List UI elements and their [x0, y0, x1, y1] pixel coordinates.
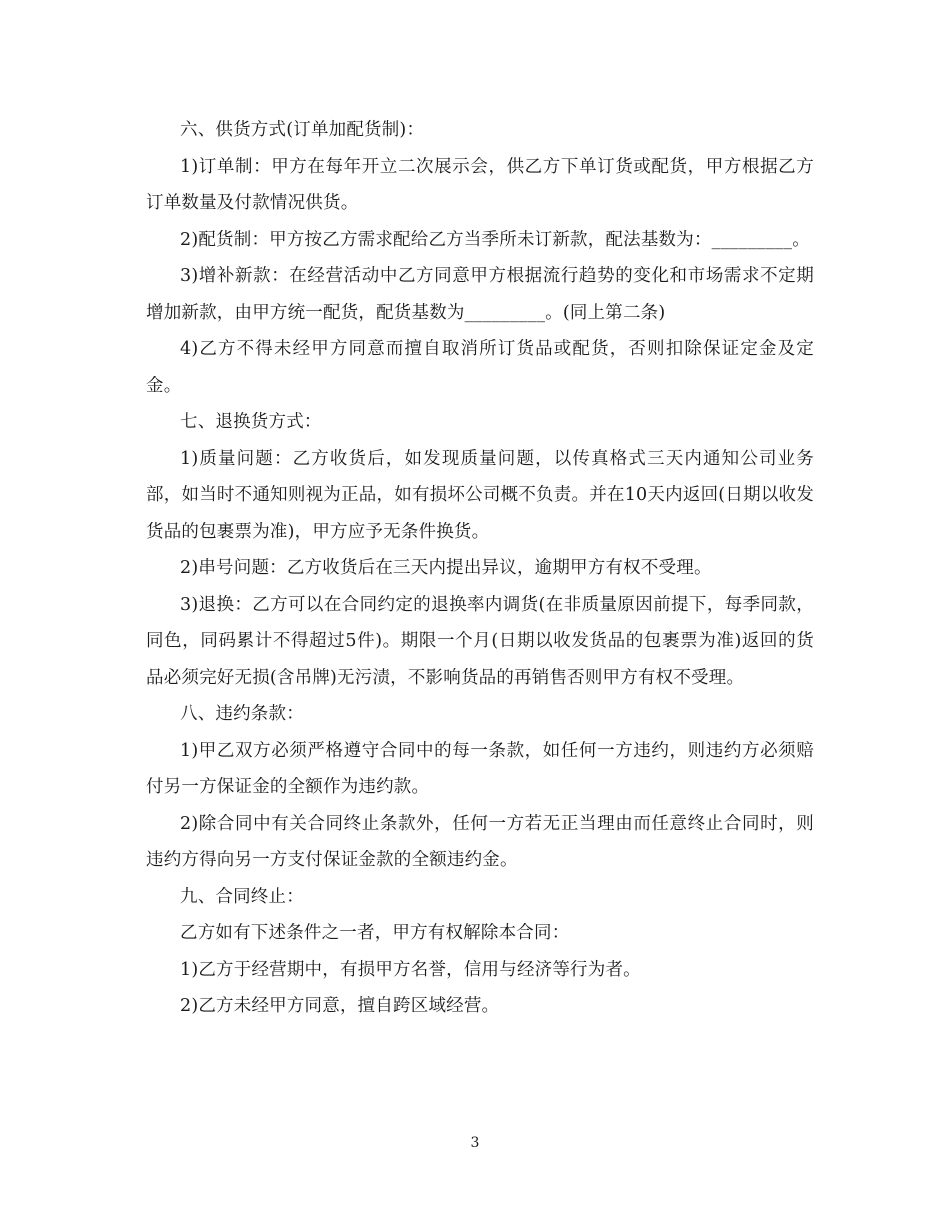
- paragraph-exchange: 3)退换：乙方可以在合同约定的退换率内调货(在非质量原因前提下，每季同款，同色，同码累计不得超过5件)。期限一个月(日期以收发货品的包裹票为准)返回的货品必须完好无损(含吊牌)无污渍，不影响货品的再销售否则甲方有权不受理。: [146, 594, 814, 688]
- section-heading-supply-method: 六、供货方式(订单加配货制)：: [180, 120, 425, 140]
- document-body: [146, 112, 814, 1025]
- paragraph-new-styles: 3)增补新款：在经营活动中乙方同意甲方根据流行趋势的变化和市场需求不定期增加新款，由甲方统一配货，配货基数为_________。(同上第二条): [146, 266, 814, 323]
- section-heading-breach: 八、违约条款：: [180, 704, 304, 724]
- paragraph-termination-cross-region: 2)乙方未经甲方同意，擅自跨区域经营。: [180, 996, 500, 1016]
- paragraph-allocation-system: 2)配货制：甲方按乙方需求配给乙方当季所未订新款，配法基数为：_________。: [180, 229, 810, 250]
- paragraph-breach-compliance: 1)甲乙双方必须严格遵守合同中的每一条款，如任何一方违约，则违约方必须赔付另一方保证金的全额作为违约款。: [146, 740, 814, 797]
- paragraph-mismatch-issues: 2)串号问题：乙方收货后在三天内提出异议，逾期甲方有权不受理。: [180, 558, 712, 578]
- paragraph-no-cancellation: 4)乙方不得未经甲方同意而擅自取消所订货品或配货，否则扣除保证定金及定金。: [146, 339, 814, 396]
- page-number: 3: [470, 1135, 480, 1151]
- paragraph-order-system: 1)订单制：甲方在每年开立二次展示会，供乙方下单订货或配货，甲方根据乙方订单数量及付款情况供货。: [146, 156, 814, 213]
- paragraph-termination-conditions: 乙方如有下述条件之一者，甲方有权解除本合同：: [180, 923, 570, 943]
- section-heading-termination: 九、合同终止：: [180, 886, 304, 907]
- paragraph-breach-termination: 2)除合同中有关合同终止条款外，任何一方若无正当理由而任意终止合同时，则违约方得向另一方支付保证金款的全额违约金。: [146, 813, 814, 870]
- paragraph-quality-issues: 1)质量问题：乙方收货后，如发现质量问题，以传真格式三天内通知公司业务部，如当时不通知则视为正品，如有损坏公司概不负责。并在10天内返回(日期以收发货品的包裹票为准)，甲方应予无条件换货。: [146, 448, 814, 542]
- paragraph-termination-reputation: 1)乙方于经营期中，有损甲方名誉，信用与经济等行为者。: [180, 959, 641, 980]
- section-heading-returns: 七、退换货方式：: [180, 412, 322, 432]
